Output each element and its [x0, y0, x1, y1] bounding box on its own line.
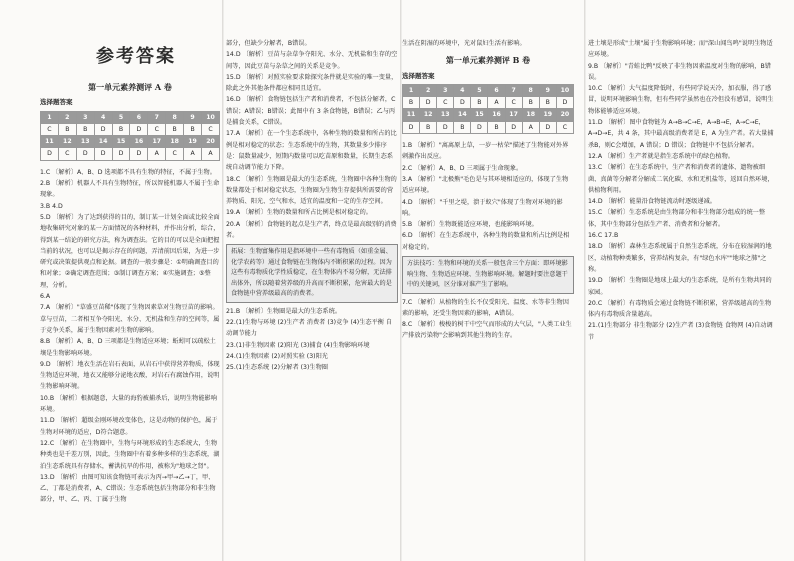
- question-number-cell: 12: [58, 136, 76, 148]
- explanation-paragraph: 生活在阴湿的环境中，光对鼠妇生活有影响。: [402, 40, 526, 47]
- explanation-list: [402, 140, 574, 253]
- explanation-paragraph: 15.D 〔解析〕对照实验要求除探究条件就是实验的唯一变量，除此之外其他条件都应相同且适宜。: [226, 73, 398, 93]
- explanation-paragraph: 进土壤是形成"土壤"属于生物影响环境；而"深山闻鸟鸣"说明生物适应环境。: [588, 40, 773, 59]
- explanation-paragraph: 21.B 〔解析〕生物圈是最大的生态系统。: [226, 307, 342, 315]
- answer-cell: D: [130, 123, 148, 135]
- question-number-cell: 16: [130, 136, 148, 148]
- question-number-row: [41, 136, 220, 148]
- question-number-cell: 18: [166, 136, 184, 148]
- explanation-paragraph: 12.C 〔解析〕在生物圈中，生物与环境形成的生态系统大，生物种类也是千差万别，因此，生物圈中有着多种多样的生态系统，湖泊生态系统具有存储水，蓄洪抗旱的作用，被称为"地球之肾"。: [40, 439, 220, 470]
- explanation-paragraph: 21.(1)生物部分 非生物部分 (2)生产者 (3)食物链 食物网 (4)自动调节: [588, 322, 773, 341]
- page-title: 参考答案: [96, 46, 176, 67]
- explanation-list: [40, 167, 220, 506]
- explanation-paragraph: 16.D 〔解析〕食物链包括生产者和消费者，不包括分解者，C错误；A错误；B错误；此图中有 3 条食物链，B错误；乙与丙是捕食关系，C错误。: [226, 96, 396, 127]
- question-number-cell: 8: [522, 84, 539, 96]
- explanation-list: [402, 38, 574, 49]
- column-4: [588, 38, 774, 343]
- question-number-cell: 6: [488, 84, 505, 96]
- explanation-paragraph: 9.D 〔解析〕地衣生活在岩石表面，从岩石中获得营养物质，体现生物适应环境，地衣又能够分泌地衣酸，对岩石有腐蚀作用，说明生物影响环境。: [40, 360, 220, 391]
- answer-cell: B: [166, 123, 184, 135]
- question-number-cell: 14: [454, 109, 471, 121]
- explanation-list: [588, 38, 774, 343]
- explanation-paragraph: 17.A 〔解析〕在一个生态系统中，各种生物的数量和所占的比例是相对稳定的状态；生态系统中的生物，其数量多少排序是：鼠数量减少，短期内数量可以吃苗原和数量，长期生态系统自动调节能力下降。: [226, 130, 397, 172]
- explanation-paragraph: 5.B 〔解析〕生物既能适应环境，也能影响环境。: [402, 221, 538, 229]
- explanation-paragraph: 11.D 〔解析〕超级金刚环境改变体色，这是动物的保护色，属于生物对环境的适应，D符合题意。: [40, 417, 218, 436]
- explanation-paragraph: 1.B 〔解析〕"离离原上草，一岁一枯荣"描述了生物能对外界刺激作出反应。: [402, 142, 569, 161]
- explanation-paragraph: 24.(1)生物因素 (2)对照实验 (3)阳光: [226, 353, 328, 361]
- question-number-cell: 12: [420, 109, 437, 121]
- question-number-cell: 4: [454, 84, 471, 96]
- explanation-list: [402, 297, 574, 342]
- column-divider: [584, 0, 586, 561]
- explanation-paragraph: 3.B 4.D: [40, 202, 63, 210]
- explanation-paragraph: 9.B 〔解析〕"青蛙比鸭"反映了非生物因素温度对生物的影响，B错误。: [588, 62, 771, 81]
- explanation-list: [226, 38, 398, 241]
- explanation-paragraph: 16.C 17.B: [588, 232, 619, 240]
- question-number-cell: 9: [539, 84, 556, 96]
- explanation-paragraph: 18.C 〔解析〕生物圈是最大的生态系统，生物圈中各种生物的数量都处于相对稳定状态，生物圈为生物生存提供所需要的营养物质、阳光、空气和水，适宜的温度和一定的生存空间。: [226, 175, 397, 206]
- answer-cell: C: [437, 97, 454, 109]
- explanation-paragraph: 6.D 〔解析〕在生态系统中，各种生物的数量和所占比例是相对稳定的。: [402, 232, 570, 251]
- answer-cell: A: [184, 148, 202, 160]
- answer-table-title: 选择题答案: [402, 71, 435, 80]
- question-number-cell: 5: [471, 84, 488, 96]
- answer-table: [402, 84, 574, 134]
- explanation-paragraph: 19.D 〔解析〕生物圈是地球上最大的生态系统，是所有生物共同的家园。: [588, 277, 772, 296]
- explanation-list: [226, 306, 398, 374]
- answer-cell: D: [454, 97, 471, 109]
- question-number-cell: 10: [556, 84, 573, 96]
- explanation-paragraph: 1.C 〔解析〕A、B、D 选项都不具有生物的特征，不属于生物。: [40, 168, 216, 176]
- explanation-paragraph: 4.D 〔解析〕"千里之堤，溃于蚁穴"体现了生物对环境的影响。: [402, 198, 563, 217]
- explanation-paragraph: 22.(1)生物与环境 (2)生产者 消费者 (3)竞争 (4)生态平衡 自动调节能力: [226, 319, 393, 338]
- explanation-paragraph: 2.B 〔解析〕机器人不具有生物特征，所以智能机器人不属于生命现象。: [40, 180, 220, 199]
- column-divider: [222, 0, 224, 561]
- explanation-paragraph: 15.C 〔解析〕生态系统是由生物部分和非生物部分组成的统一整体，其中生物部分包括生产者、消费者和分解者。: [588, 209, 766, 228]
- explanation-paragraph: 部分，但缺少分解者，B错误。: [226, 40, 311, 47]
- answer-cell: D: [556, 97, 573, 109]
- explanation-paragraph: 10.C 〔解析〕大气温度降低时，有些同学说天冷，加衣服，得了感冒，说明环境影响生物，但有些同学虽然也在冷但没有感冒，说明生物体能够适应环境。: [588, 85, 774, 115]
- question-number-cell: 13: [437, 109, 454, 121]
- question-number-cell: 19: [539, 109, 556, 121]
- explanation-paragraph: 5.D 〔解析〕为了达到获得的目的，制订某一计划全面或比较全面地收集研究对象的某一方面情况的各种材料，并作出分析，综合，得到某一结论的研究方法，称为调查法。它的目的可以是全面把握当前的状况，也可以是揭示存在的问题，弄清前因后果，为进一步研究或决策提供观点和论据。调查的一般步骤是：①明确调查目的和对象；②确定调查范围；③制订调查方案；④实施调查；⑤整理，分析。: [40, 213, 220, 289]
- explanation-paragraph: 7.A 〔解析〕"草盛豆苗稀"体现了生物因素草对生物豆苗的影响。草与豆苗，二者相互争夺阳光、水分、无机盐和生存的空间等，属于竞争关系，属于生物因素对生物的影响。: [40, 304, 220, 334]
- explanation-paragraph: 2.C 〔解析〕A、B、D 三项属于生命现象。: [402, 164, 523, 172]
- answer-cell: B: [471, 97, 488, 109]
- answer-cell: D: [505, 121, 522, 133]
- question-number-cell: 4: [94, 111, 112, 123]
- answer-cell: B: [522, 97, 539, 109]
- explanation-paragraph: 8.B 〔解析〕A、B、D 三项都是生物适应环境；蚯蚓可以疏松土壤是生物影响环境。: [40, 338, 216, 357]
- question-number-cell: 14: [94, 136, 112, 148]
- question-number-cell: 13: [76, 136, 94, 148]
- explanation-paragraph: 11.D 〔解析〕图中食物链为 A→B→C→E，A→B→E，A→C→E，A→D→E，共 4 条，其中最高级消费者是 E，A 为生产者。若大量捕杀B，则C会增加，A 错误；D 错误；食物链中不包括分解者。: [588, 119, 774, 149]
- answer-cell: D: [76, 148, 94, 160]
- answer-cell: C: [58, 148, 76, 160]
- explanation-paragraph: 20.C 〔解析〕有毒物质会通过食物链不断积累，营养级越高的生物体内有毒物质含量越高。: [588, 299, 772, 319]
- answer-cell: D: [130, 148, 148, 160]
- answer-cell: D: [539, 121, 556, 133]
- question-number-cell: 3: [76, 111, 94, 123]
- answer-cell: C: [505, 97, 522, 109]
- answer-cell: D: [112, 148, 130, 160]
- question-number-cell: 17: [148, 136, 166, 148]
- answer-table-title: 选择题答案: [40, 98, 73, 107]
- question-number-cell: 15: [471, 109, 488, 121]
- question-number-cell: 6: [130, 111, 148, 123]
- answer-cell: D: [41, 148, 59, 160]
- answer-cell: B: [420, 121, 437, 133]
- question-number-cell: 1: [41, 111, 59, 123]
- question-number-cell: 11: [41, 136, 59, 148]
- explanation-paragraph: 18.D 〔解析〕森林生态系统属于自然生态系统，分布在较湿润的地区，动植物种类繁多，营养结构复杂，有"绿色水库""地球之肺"之称。: [588, 243, 772, 273]
- answer-cell: A: [488, 97, 505, 109]
- section-title: 第一单元素养测评 B 卷: [445, 55, 531, 66]
- answer-row: [41, 123, 220, 135]
- question-number-cell: 2: [420, 84, 437, 96]
- answer-cell: A: [202, 148, 220, 160]
- tip-box: 拓展：生物富集作用是指环境中一些有毒物质（如重金属、化学农药等）通过食物链在生物体内不断积累的过程。因为这些有毒物质化学性质稳定，在生物体内不易分解，无法排出体外，所以随着营养级的升高而不断积累，危害最大的是食物链中营养级最高的消费者。: [226, 244, 398, 303]
- explanation-paragraph: 14.D 〔解析〕能量沿食物链流动时逐级递减。: [588, 198, 716, 206]
- answer-cell: B: [454, 121, 471, 133]
- answer-cell: C: [41, 123, 59, 135]
- answer-cell: C: [202, 123, 220, 135]
- answer-cell: D: [403, 121, 420, 133]
- explanation-paragraph: 20.A 〔解析〕食物链的起点是生产者，终点是最高级别的消费者。: [226, 220, 397, 240]
- answer-cell: D: [94, 123, 112, 135]
- answer-cell: D: [420, 97, 437, 109]
- section-title: 第一单元素养测评 A 卷: [88, 82, 172, 92]
- question-number-row: [403, 109, 574, 121]
- question-number-cell: 11: [403, 109, 420, 121]
- question-number-cell: 8: [166, 111, 184, 123]
- question-number-cell: 3: [437, 84, 454, 96]
- explanation-paragraph: 8.C 〔解析〕梭梭的树干中空气而形成的大气层，"人类工业生产排放污染物"会影响到其他生物的生存。: [402, 321, 572, 340]
- question-number-cell: 15: [112, 136, 130, 148]
- explanation-paragraph: 3.A 〔解析〕"北极熊"毛色是与其环境相适应的，体现了生物适应环境。: [402, 175, 569, 195]
- answer-cell: A: [148, 148, 166, 160]
- column-3: [402, 38, 574, 342]
- explanation-paragraph: 13.D 〔解析〕由图可知该食物链可表示为丙→甲→乙→丁，甲、乙、丁都是消费者，A、C错误；生态系统包括生物部分和非生物部分，甲、乙、丙、丁属于生物: [40, 473, 216, 504]
- answer-row: [403, 121, 574, 133]
- explanation-paragraph: 6.A: [40, 293, 51, 301]
- explanation-paragraph: 12.A 〔解析〕生产者就是指生态系统中的绿色植物。: [588, 152, 734, 160]
- answer-cell: B: [112, 123, 130, 135]
- question-number-cell: 20: [556, 109, 573, 121]
- explanation-paragraph: 13.C 〔解析〕在生态系统中，生产者和消费者的遗体、遗物被细菌、真菌等分解者分解成二氧化碳、水和无机盐等，返回自然环境，供植物利用。: [588, 164, 774, 194]
- question-number-row: [403, 84, 574, 96]
- answer-cell: D: [94, 148, 112, 160]
- answer-cell: B: [184, 123, 202, 135]
- tip-box: 方法技巧：生物和环境的关系一般包含三个方面：即环境影响生物、生物适应环境、生物影响环境。解题时要注意题干中的关键词，区分谁对谁产生了影响。: [402, 256, 574, 294]
- question-number-cell: 7: [148, 111, 166, 123]
- explanation-paragraph: 10.B 〔解析〕根据题意，大量的海豹被捕杀后，说明生物能影响环境。: [40, 394, 217, 414]
- explanation-paragraph: 14.D 〔解析〕豆苗与杂草争夺阳光、水分、无机盐和生存的空间等，因此豆苗与杂草之间的关系是竞争。: [226, 51, 398, 70]
- column-2: [226, 38, 398, 374]
- answer-cell: A: [522, 121, 539, 133]
- answer-row: [41, 148, 220, 160]
- explanation-paragraph: 19.A 〔解析〕生物的数量和所占比例是相对稳定的。: [226, 209, 372, 217]
- answer-cell: C: [556, 121, 573, 133]
- answer-cell: B: [58, 123, 76, 135]
- question-number-cell: 17: [505, 109, 522, 121]
- answer-cell: C: [166, 148, 184, 160]
- explanation-paragraph: 23.(1)非生物因素 (2)阳光 (3)捕食 (4)生物影响环境: [226, 341, 370, 349]
- answer-cell: C: [148, 123, 166, 135]
- explanation-paragraph: 25.(1)生态系统 (2)分解者 (3)生物圈: [226, 364, 328, 372]
- question-number-cell: 20: [202, 136, 220, 148]
- question-number-cell: 19: [184, 136, 202, 148]
- answer-cell: B: [403, 97, 420, 109]
- question-number-cell: 5: [112, 111, 130, 123]
- question-number-cell: 1: [403, 84, 420, 96]
- answer-cell: B: [539, 97, 556, 109]
- answer-cell: D: [471, 121, 488, 133]
- question-number-cell: 2: [58, 111, 76, 123]
- answer-cell: D: [437, 121, 454, 133]
- question-number-cell: 7: [505, 84, 522, 96]
- question-number-cell: 16: [488, 109, 505, 121]
- answer-cell: B: [76, 123, 94, 135]
- question-number-row: [41, 111, 220, 123]
- answer-table: [40, 111, 220, 161]
- explanation-paragraph: 7.C 〔解析〕从植物的生长不仅受阳光、温度、水等非生物因素的影响，还受生物因素的影响，A错误。: [402, 298, 569, 317]
- column-1: [40, 76, 220, 506]
- question-number-cell: 10: [202, 111, 220, 123]
- answer-cell: B: [488, 121, 505, 133]
- question-number-cell: 9: [184, 111, 202, 123]
- answer-row: [403, 97, 574, 109]
- question-number-cell: 18: [522, 109, 539, 121]
